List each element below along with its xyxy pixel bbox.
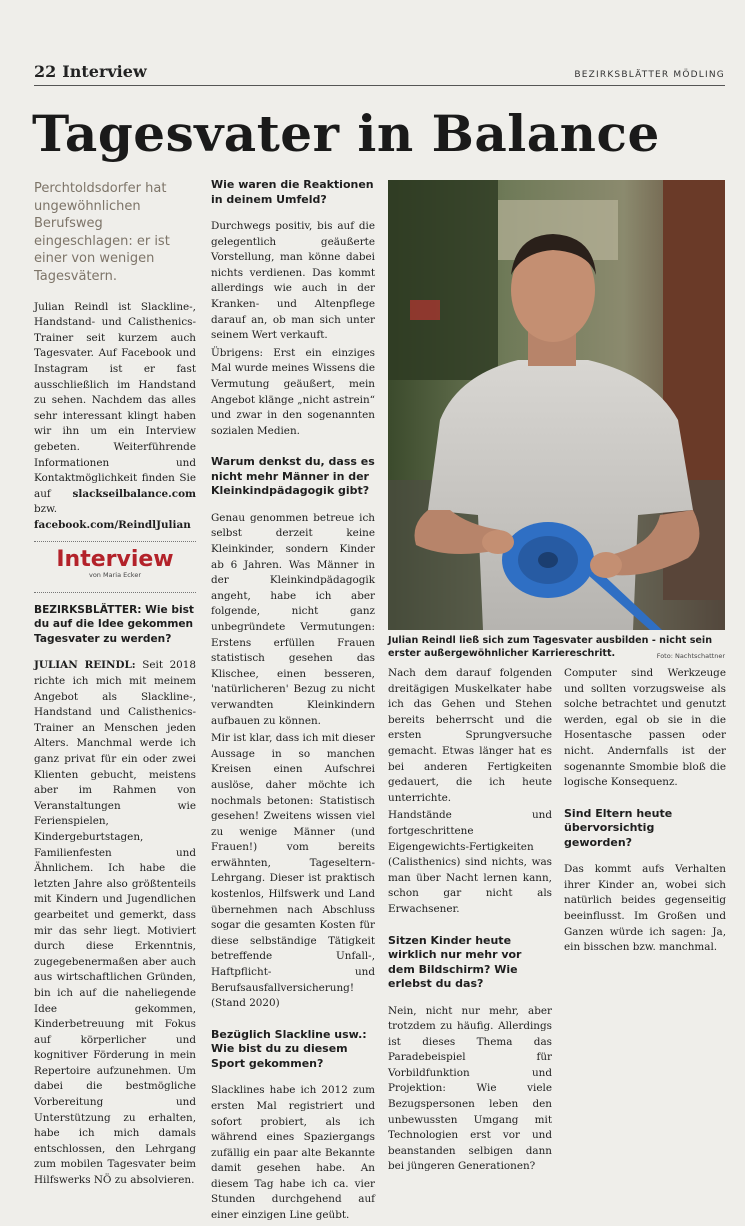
- answer-1: [34, 658, 196, 1188]
- page-header-section: [34, 62, 147, 81]
- portrait-photo: [388, 180, 725, 630]
- divider: [34, 541, 196, 542]
- question-6: Sind Eltern heute übervorsichtig geworden?: [564, 806, 673, 849]
- page-number: 22: [34, 62, 57, 81]
- intro-text: Julian Reindl ist Slackline-, Handstand- und Calisthenics-Trainer seit kurzem auch Tagesvater. Auf Facebook und Instagram ist er fast ausschließlich im Handstand zu sehen. Nachdem das alles sehr interessant klingt haben wir ihn um ein Interview gebeten. Weiterführende Informationen und Kontaktmöglichkeit finden Sie auf: [34, 300, 196, 500]
- publication-name: BEZIRKSBLÄTTER MÖDLING: [574, 70, 725, 80]
- byline: von Maria Ecker: [88, 571, 141, 580]
- photo-illustration: [388, 180, 725, 630]
- header-rule: [34, 85, 725, 86]
- speaker-label: BEZIRKSBLÄTTER:: [34, 603, 142, 616]
- answer-5-paragraph: Computer sind Werkzeuge und sollten vorzugsweise als solche betrachtet und genutzt werden, egal ob sie in die Hosentasche passen oder nicht. Andernfalls ist der sogenannte Smombie bloß die logische Konsequenz.: [564, 667, 726, 789]
- red-object: [410, 300, 440, 320]
- answer-2-paragraph: Übrigens: Erst ein einziges Mal wurde meines Wissens die Vermutung geäußert, mein Angebot klänge „nicht astrein“ und zwar in den sogenannten sozialen Medien.: [211, 346, 375, 437]
- question-5: Sitzen Kinder heute wirklich nur mehr vor dem Bildschirm? Wie erlebst du das?: [388, 933, 522, 990]
- section-title: Interview: [62, 62, 147, 81]
- answer-4-paragraph: Slacklines habe ich 2012 zum ersten Mal registriert und sofort probiert, als ich während eines Spaziergangs zufällig ein paar alte Bekannte damit gesehen habe. An diesem Tag habe ich ca. vier Stunden durchgehend auf einer einzigen Line geübt.: [211, 1084, 375, 1222]
- divider: [34, 592, 196, 593]
- headline: Tagesvater in Balance: [32, 104, 660, 163]
- lead-text: Perchtoldsdorfer hat ungewöhnlichen Berufsweg eingeschlagen: er ist einer von wenigen Tagesvätern.: [34, 181, 170, 284]
- right-hand: [590, 552, 622, 578]
- slackline-roll-core: [538, 552, 558, 568]
- question-4: Bezüglich Slackline usw.: Wie bist du zu diesem Sport gekommen?: [211, 1027, 367, 1070]
- answer-4-paragraph: Nach dem darauf folgenden dreitägigen Muskelkater habe ich das Gehen und Stehen bereits beherrscht und die ersten Sprungversuche gemacht. Etwas länger hat es bei anderen Fertigkeiten gedauert, die ich heute unterrichte.: [388, 667, 552, 804]
- column-1: [34, 180, 196, 1191]
- interview-box: [34, 547, 196, 583]
- column-4: [564, 666, 726, 958]
- photo-credit: Foto: Nachtschattner: [656, 652, 725, 660]
- answer-text: Seit 2018 richte ich mich mit meinem Angebot als Slackline-, Handstand und Calisthenics-Trainer an Menschen jeden Alters. Manchmal werde ich ganz privat für ein oder zwei Klienten gebucht, meistens aber im Rahmen von Veranstaltungen wie Ferienspielen, Kindergeburtstagen, Familienfesten und Ähnlichem. Ich habe die letzten Jahre also größtenteils mit Kindern und Jugendlichen gearbeitet und gemerkt, dass mir das sehr liegt. Motiviert durch diese Erkenntnis, zugegebenermaßen aber auch aus wirtschaftlichen Gründen, bin ich auf die naheliegende Idee gekommen, Kinderbetreuung mit Fokus auf körperlicher und kognitiver Förderung in mein Repertoire aufzunehmen. Um dabei die bestmögliche Vorbereitung und Unterstützung zu erhalten, habe ich mich damals entschlossen, den Lehrgang zum mobilen Tagesvater beim Hilfswerks NÖ zu absolvieren.: [34, 659, 197, 1187]
- answer-3-paragraph: Mir ist klar, dass ich mit dieser Aussage in so manchen Kreisen einen Aufschrei auslöse, daher möchte ich nochmals betonen: Statistisch gesehen! Zweitens wissen viel zu wenige Männer (und Frauen!) vom bereits erwähnten, Tageseltern-Lehrgang. Dieser ist praktisch kostenlos, Hilfswerk und Land übernehmen nach Abschluss sogar die gesamten Kosten für diese selbständige Tätigkeit betreffende Unfall-, Haftpflicht- und Berufsausfallversicherung! (Stand 2020): [211, 732, 375, 1010]
- column-2: [211, 178, 375, 1226]
- question-text: Wie bist du auf die Idee gekommen Tagesvater zu werden?: [34, 603, 194, 645]
- answer-4-paragraph: Handstände und fortgeschrittene Eigengewichts-Fertigkeiten (Calisthenics) sind nichts, was man über Nacht lernen kann, schon gar nicht als Erwachsener.: [388, 809, 552, 915]
- question-1: [34, 603, 196, 647]
- answer-6: Das kommt aufs Verhalten ihrer Kinder an, wobei sich natürlich beides gegenseitig beeinflusst. Im Großen und Ganzen würde ich sagen: Ja, ein bisschen bzw. manchmal.: [564, 863, 726, 954]
- tree-foliage: [388, 180, 498, 380]
- question-3: Warum denkst du, dass es nicht mehr Männer in der Kleinkindpädagogik gibt?: [211, 455, 375, 498]
- website-link[interactable]: slackseilbalance.com: [72, 487, 196, 500]
- photo-caption: Julian Reindl ließ sich zum Tagesvater ausbilden - nicht sein erster außergewöhnlicher Karriereschritt.: [388, 635, 713, 659]
- answer-5-paragraph: Nein, nicht nur mehr, aber trotzdem zu häufig. Allerdings ist dieses Thema das Paradebeispiel für Vorbildfunktion und Projektion: Wie viele Bezugspersonen leben den unbewussten Umgang mit Technologien erst vor und beanstanden selbigen dann bei jüngeren Generationen?: [388, 1004, 552, 1173]
- intro-paragraph: [34, 300, 196, 534]
- facebook-link[interactable]: facebook.com/ReindlJulian: [34, 518, 191, 531]
- question-2: Wie waren die Reaktionen in deinem Umfeld?: [211, 178, 374, 206]
- column-3: [388, 666, 552, 1177]
- answer-3-paragraph: Genau genommen betreue ich selbst derzeit keine Kleinkinder, sondern Kinder ab 6 Jahren. Was Männer in der Kleinkindpädagogik angeht, habe ich aber folgende, nicht ganz unbegründete Vermutungen: Erstens erfüllen Frauen statistisch gesehen das Klischee, einen besseren, 'natürlicheren' Bezug zu nicht verwandten Kleinkindern aufbauen zu können.: [211, 511, 375, 727]
- answer-2-paragraph: Durchwegs positiv, bis auf die gelegentlich geäußerte Vorstellung, man könne dabei nichts verdienen. Das kommt allerdings wie auch in der Kranken- und Altenpflege darauf an, ob man sich unter seinem Wert verkauft.: [211, 220, 375, 342]
- speaker-label: JULIAN REINDL:: [34, 659, 136, 672]
- left-hand: [482, 530, 514, 554]
- interview-label: Interview: [56, 547, 174, 573]
- link-join: bzw.: [34, 503, 58, 516]
